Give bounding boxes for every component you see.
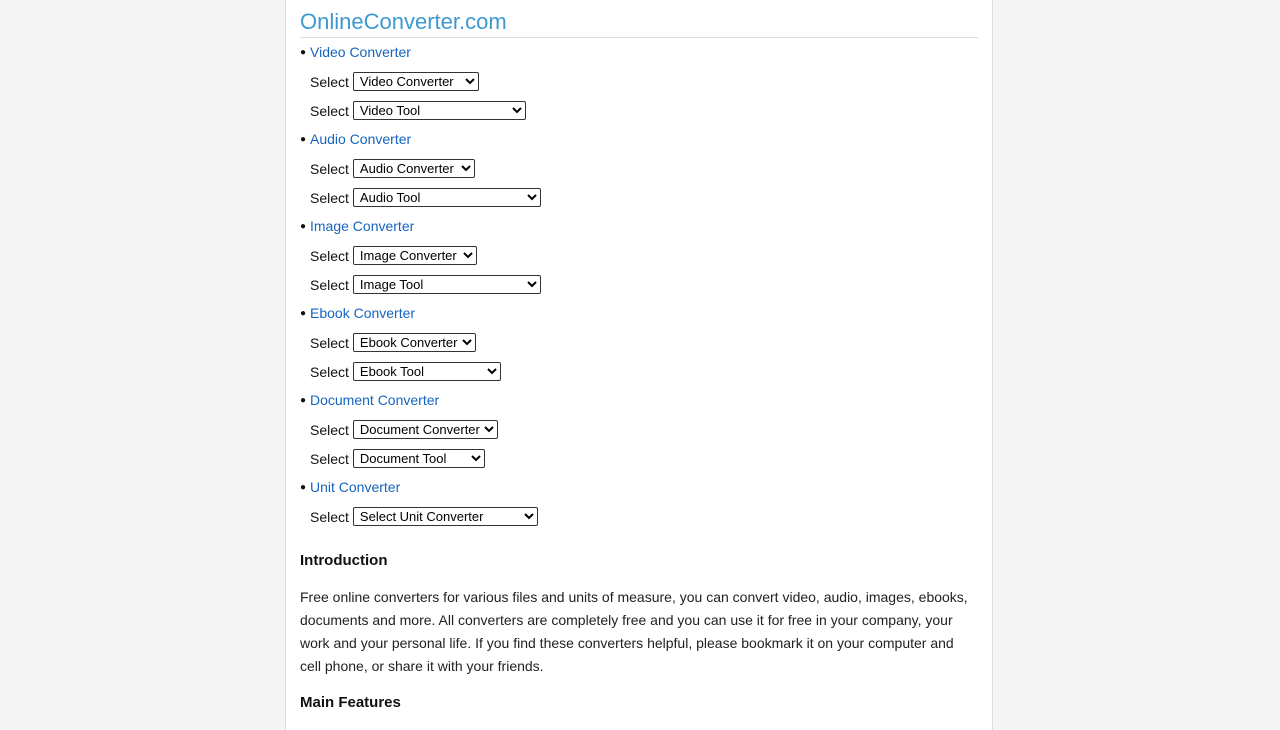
image-tool-select[interactable] (353, 275, 541, 294)
document-converter-link[interactable]: Document Converter (310, 392, 440, 408)
select-label: Select (310, 189, 349, 206)
select-label: Select (310, 450, 349, 467)
unit-converter-select[interactable] (353, 507, 538, 526)
audio-tool-select[interactable] (353, 188, 541, 207)
audio-converter-select[interactable] (353, 159, 475, 178)
select-label: Select (310, 334, 349, 351)
select-label: Select (310, 421, 349, 438)
category-document (300, 386, 978, 415)
category-audio (300, 125, 978, 154)
select-label: Select (310, 102, 349, 119)
main-content (285, 0, 993, 730)
audio-converter-link[interactable]: Audio Converter (310, 131, 412, 147)
bullet: ● (300, 308, 307, 319)
unit-converter-link[interactable]: Unit Converter (310, 479, 401, 495)
select-label: Select (310, 160, 349, 177)
video-converter-row (310, 67, 978, 96)
category-image (300, 212, 978, 241)
image-converter-link[interactable]: Image Converter (310, 218, 415, 234)
select-label: Select (310, 363, 349, 380)
image-tool-row (310, 270, 978, 299)
site-title (300, 0, 978, 38)
audio-tool-row (310, 183, 978, 212)
ebook-converter-link[interactable]: Ebook Converter (310, 305, 416, 321)
document-tool-select[interactable] (353, 449, 485, 468)
image-converter-select[interactable] (353, 246, 477, 265)
video-converter-select[interactable] (353, 72, 479, 91)
unit-converter-row (310, 502, 978, 531)
select-label: Select (310, 508, 349, 525)
ebook-tool-row (310, 357, 978, 386)
bullet: ● (300, 134, 307, 145)
category-video (300, 38, 978, 67)
category-ebook (300, 299, 978, 328)
introduction-text: Free online converters for various files and units of measure, you can convert video, audio, images, ebooks, documents and more. All converters are completely free and you can use it for free in your company, your work and your personal life. If you find these converters helpful, please bookmark it on your computer and cell phone, or share it with your friends. (300, 589, 968, 674)
video-tool-row (310, 96, 978, 125)
audio-converter-row (310, 154, 978, 183)
category-unit (300, 473, 978, 502)
main-features-heading: Main Features (300, 694, 401, 711)
ebook-tool-select[interactable] (353, 362, 501, 381)
select-label: Select (310, 247, 349, 264)
document-converter-select[interactable] (353, 420, 498, 439)
bullet: ● (300, 482, 307, 493)
document-tool-row (310, 444, 978, 473)
ebook-converter-row (310, 328, 978, 357)
site-title-link[interactable]: OnlineConverter.com (300, 9, 507, 34)
select-label: Select (310, 276, 349, 293)
bullet: ● (300, 221, 307, 232)
converter-menu (300, 38, 978, 531)
select-label: Select (310, 73, 349, 90)
document-converter-row (310, 415, 978, 444)
ebook-converter-select[interactable] (353, 333, 476, 352)
image-converter-row (310, 241, 978, 270)
video-tool-select[interactable] (353, 101, 526, 120)
bullet: ● (300, 47, 307, 58)
bullet: ● (300, 395, 307, 406)
introduction-heading: Introduction (300, 552, 388, 569)
video-converter-link[interactable]: Video Converter (310, 44, 411, 60)
